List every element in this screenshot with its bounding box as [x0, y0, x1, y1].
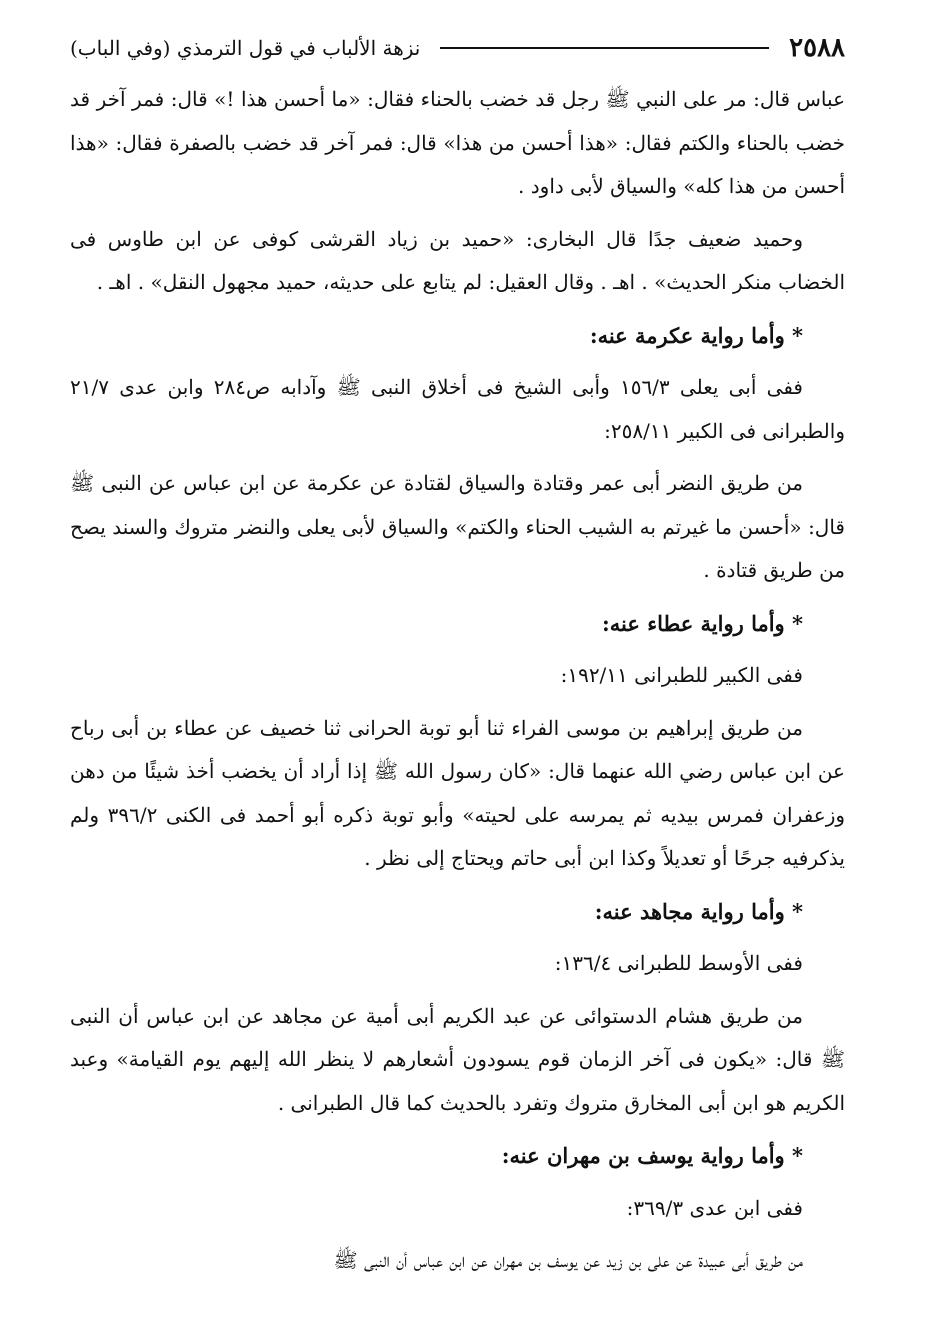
- page-body: [70, 78, 845, 1292]
- paragraph: ففى أبى يعلى ١٥٦/٣ وأبى الشيخ فى أخلاق النبى ﷺ وآدابه ص٢٨٤ وابن عدى ٢١/٧ والطبرانى فى الكبير ٢٥٨/١١:: [70, 375, 845, 443]
- page-number: ٢٥٨٨: [789, 33, 845, 63]
- paragraph: ففى الأوسط للطبرانى ١٣٦/٤:: [554, 951, 803, 975]
- paragraph: عباس قال: مر على النبي ﷺ رجل قد خضب بالحناء فقال: «ما أحسن هذا !» قال: فمر آخر قد خضب بالحناء والكتم فقال: «هذا أحسن من هذا» قال: فمر آخر قد خضب بالصفرة فقال: «هذا أحسن من هذا كله» والسياق لأبى داود .: [70, 87, 845, 198]
- running-header: [70, 30, 845, 66]
- paragraph: ففى الكبير للطبرانى ١٩٢/١١:: [560, 663, 803, 687]
- paragraph: من طريق هشام الدستوائى عن عبد الكريم أبى أمية عن مجاهد عن ابن عباس أن النبى ﷺ قال: «يكون فى آخر الزمان قوم يسودون أشعارهم لا ينظر الله إليهم يوم القيامة» وعبد الكريم هو ابن أبى المخارق متروك وتفرد بالحديث كما قال الطبرانى .: [70, 1003, 845, 1115]
- paragraph: من طريق إبراهيم بن موسى الفراء ثنا أبو توبة الحرانى ثنا خصيف عن عطاء بن أبى رباح عن ابن عباس رضي الله عنهما قال: «كان رسول الله ﷺ إذا أراد أن يخضب أخذ شيئًا من دهن وزعفران فمرس بيديه ثم يمرسه على لحيته» وأبو توبة ذكره أبو أحمد فى الكنى ٣٩٦/٢ ولم يذكرفيه جرحًا أو تعديلاً وكذا ابن أبى حاتم ويحتاج إلى نظر .: [70, 715, 846, 870]
- header-rule: [440, 47, 769, 49]
- section-heading: * وأما رواية عكرمة عنه:: [589, 322, 803, 348]
- section-heading: * وأما رواية مجاهد عنه:: [594, 898, 803, 924]
- paragraph: ففى ابن عدى ٣٦٩/٣:: [626, 1195, 803, 1220]
- section-heading: * وأما رواية يوسف بن مهران عنه:: [501, 1143, 803, 1168]
- paragraph: من طريق أبى عبيدة عن على بن زيد عن يوسف بن مهران عن ابن عباس أن النبى ﷺ: [333, 1248, 803, 1272]
- running-title: نزهة الألباب في قول الترمذي (وفي الباب): [70, 36, 421, 60]
- paragraph: وحميد ضعيف جدًا قال البخارى: «حميد بن زياد القرشى كوفى عن ابن طاوس فى الخضاب منكر الحديث» . اهـ . وقال العقيل: لم يتابع على حديثه، حميد مجهول النقل» . اهـ .: [70, 226, 845, 294]
- section-heading: * وأما رواية عطاء عنه:: [602, 610, 803, 636]
- paragraph: من طريق النضر أبى عمر وقتادة والسياق لقتادة عن عكرمة عن ابن عباس عن النبى ﷺ قال: «أحسن ما غيرتم به الشيب الحناء والكتم» والسياق لأبى يعلى والنضر متروك والسند يصح من طريق قتادة .: [70, 471, 845, 582]
